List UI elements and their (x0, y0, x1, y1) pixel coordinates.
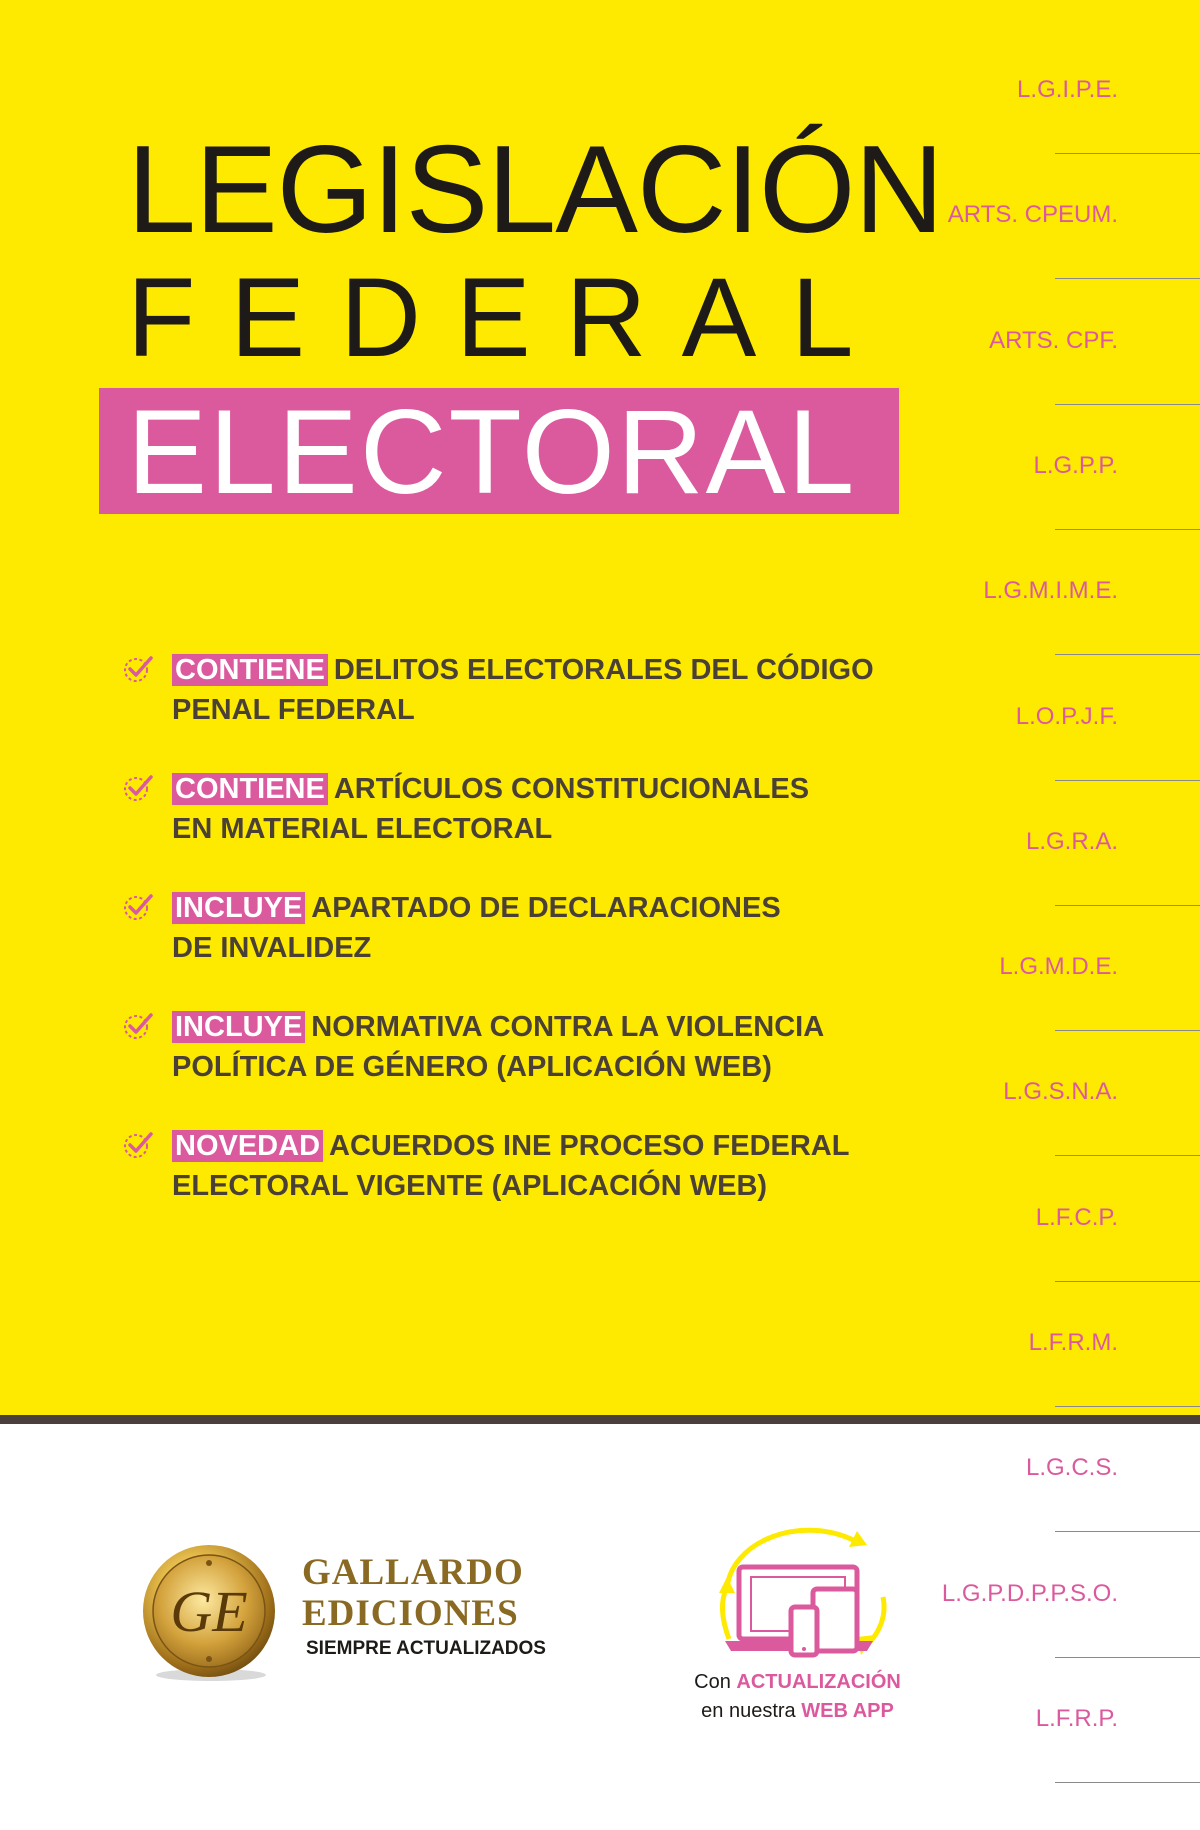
feature-text (172, 650, 902, 730)
check-badge-icon (122, 652, 154, 684)
tab-label[interactable]: L.F.R.M. (1028, 1329, 1118, 1356)
feature-tag: INCLUYE (172, 1011, 305, 1043)
tab-label[interactable]: L.G.P.P. (1033, 451, 1118, 479)
brand-name-line-2: EDICIONES (302, 1593, 519, 1634)
tab-label[interactable]: L.G.M.I.M.E. (983, 577, 1118, 605)
feature-line-1: APARTADO DE DECLARACIONES (311, 892, 781, 924)
webapp-line-2-highlight: WEB APP (801, 1700, 894, 1722)
webapp-line-1-prefix: Con (694, 1671, 737, 1693)
tab-label[interactable]: L.G.P.D.P.P.S.O. (941, 1579, 1118, 1607)
brand-name-line-1: GALLARDO (302, 1552, 524, 1593)
feature-text (172, 769, 902, 849)
tab-label[interactable]: L.G.I.P.E. (1017, 76, 1118, 103)
feature-line-1: ARTÍCULOS CONSTITUCIONALES (333, 773, 810, 805)
tab-label[interactable]: L.G.R.A. (1025, 827, 1118, 855)
tab-label[interactable]: L.G.C.S. (1025, 1454, 1118, 1482)
gallardo-medal-logo (139, 1543, 279, 1683)
devices-sync-icon (697, 1527, 909, 1677)
check-badge-icon (122, 1128, 154, 1160)
feature-list (122, 650, 902, 1245)
webapp-line-2-prefix: en nuestra (701, 1700, 802, 1722)
feature-item (122, 769, 902, 888)
tab-label[interactable]: L.F.C.P. (1035, 1203, 1118, 1231)
tab-label[interactable]: ARTS. CPF. (989, 326, 1118, 354)
webapp-caption-line-1 (640, 1671, 955, 1694)
feature-line-2: PENAL FEDERAL (172, 694, 415, 726)
feature-text (172, 1007, 902, 1087)
feature-text (172, 1126, 902, 1206)
feature-item (122, 1007, 902, 1126)
brand-tagline: SIEMPRE ACTUALIZADOS (306, 1638, 546, 1659)
feature-tag: NOVEDAD (172, 1130, 323, 1162)
feature-item (122, 888, 902, 1007)
feature-item (122, 650, 902, 769)
feature-item (122, 1126, 902, 1245)
feature-tag: CONTIENE (172, 773, 328, 805)
title-line-1: LEGISLACIÓN (127, 121, 943, 259)
title-line-2: FEDERAL (127, 255, 889, 380)
title-line-3: ELECTORAL (127, 385, 857, 519)
tab-label[interactable]: L.O.P.J.F. (1015, 702, 1118, 730)
feature-line-1: DELITOS ELECTORALES DEL CÓDIGO (333, 654, 874, 686)
tab-label[interactable]: L.G.M.D.E. (999, 953, 1118, 981)
feature-line-2: EN MATERIAL ELECTORAL (172, 813, 553, 845)
monogram-text: GE (170, 1579, 248, 1644)
feature-tag: CONTIENE (172, 654, 328, 686)
feature-line-1: NORMATIVA CONTRA LA VIOLENCIA (311, 1011, 825, 1043)
feature-line-1: ACUERDOS INE PROCESO FEDERAL (329, 1130, 850, 1162)
webapp-line-1-highlight: ACTUALIZACIÓN (736, 1671, 901, 1693)
tab-label[interactable]: L.F.R.P. (1035, 1704, 1118, 1732)
feature-line-2: DE INVALIDEZ (172, 932, 372, 964)
feature-text (172, 888, 902, 968)
feature-line-2: ELECTORAL VIGENTE (APLICACIÓN WEB) (172, 1170, 768, 1202)
webapp-caption-line-2 (640, 1700, 955, 1723)
feature-tag: INCLUYE (172, 892, 305, 924)
divider-bar (0, 1415, 1200, 1424)
tab-label[interactable]: L.G.S.N.A. (1003, 1078, 1118, 1106)
check-badge-icon (122, 771, 154, 803)
tab-label[interactable]: ARTS. CPEUM. (947, 201, 1118, 229)
check-badge-icon (122, 1009, 154, 1041)
check-badge-icon (122, 890, 154, 922)
feature-line-2: POLÍTICA DE GÉNERO (APLICACIÓN WEB) (172, 1051, 772, 1083)
